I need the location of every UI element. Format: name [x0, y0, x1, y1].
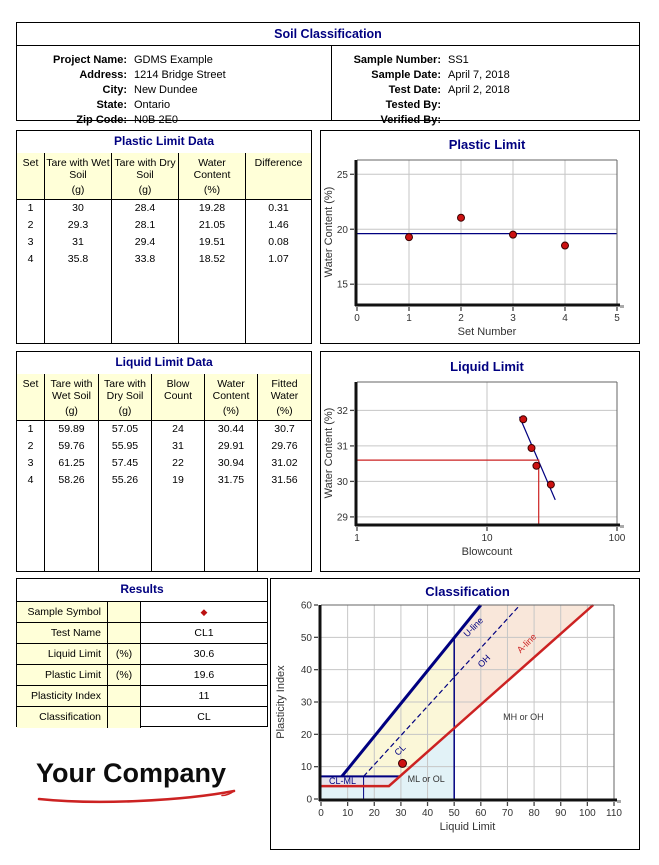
table-cell: 35.8	[67, 253, 89, 265]
column-header-label: Tare with Wet Soil	[46, 157, 110, 181]
y-tick-label: 10	[300, 762, 312, 774]
data-point	[520, 416, 527, 423]
table-cell: 3	[27, 457, 34, 469]
table-cell: 19	[172, 474, 184, 486]
results-unit	[108, 623, 141, 643]
table-cell: 0.31	[268, 202, 289, 214]
table-cell: 29.91	[217, 440, 245, 452]
y-axis-label: Plasticity Index	[275, 665, 287, 739]
table-cell: 2	[27, 440, 34, 452]
column-header	[258, 374, 311, 421]
table-cell: 30.44	[217, 423, 245, 435]
table-cell: 0.08	[268, 236, 289, 248]
info-row	[339, 67, 510, 82]
x-tick-label: 30	[395, 808, 407, 819]
column-header	[152, 374, 204, 421]
table-column	[205, 374, 258, 571]
classification-chart	[270, 578, 640, 850]
zone-label: OH	[475, 652, 493, 670]
table-cell: 55.26	[111, 474, 139, 486]
table-cell: 29.4	[134, 236, 156, 248]
table-cell: 28.1	[134, 219, 156, 231]
liquid-table-columns	[17, 374, 311, 571]
table-cell: 31.75	[217, 474, 245, 486]
data-point	[547, 481, 554, 488]
x-tick-label: 4	[562, 313, 568, 324]
x-tick-label: 1	[406, 313, 412, 324]
column-header	[179, 153, 245, 200]
column-header-unit: (g)	[65, 405, 78, 417]
data-point	[533, 462, 540, 469]
field-value: New Dundee	[134, 83, 198, 96]
column-header-label: Set	[22, 378, 39, 390]
column-header-unit: (g)	[118, 405, 132, 417]
x-tick-label: 10	[342, 808, 354, 819]
x-tick-label: 1	[354, 533, 360, 544]
zone-label: CL-ML	[329, 776, 357, 787]
field-value: 1214 Bridge Street	[134, 68, 226, 81]
table-cell: 31.02	[271, 457, 298, 469]
results-value	[141, 602, 267, 622]
results-label: Liquid Limit	[17, 644, 108, 664]
table-title: Plastic Limit Data	[17, 131, 311, 154]
table-cell: 4	[27, 253, 34, 265]
table-cell: 57.45	[111, 457, 139, 469]
field-value: April 7, 2018	[448, 68, 510, 81]
column-header-label: Blow Count	[163, 378, 193, 402]
y-tick-label: 32	[336, 405, 348, 417]
field-label: Sample Number:	[353, 53, 441, 66]
table-cell: 1	[27, 202, 34, 214]
data-point	[458, 214, 465, 221]
column-header	[45, 153, 111, 200]
x-tick-label: 80	[528, 808, 540, 819]
field-value: April 2, 2018	[448, 83, 510, 96]
table-cell: 4	[27, 474, 34, 486]
table-cell: 1.07	[268, 253, 289, 265]
table-cell: 55.95	[111, 440, 139, 452]
y-tick-label: 40	[300, 665, 312, 677]
results-table	[16, 578, 268, 727]
x-tick-label: 5	[614, 313, 620, 324]
field-label: City:	[102, 83, 127, 96]
results-row	[17, 602, 267, 623]
company-logo-text: Your Company	[36, 758, 227, 788]
field-label: Tested By:	[385, 98, 441, 111]
plastic-limit-chart	[320, 130, 640, 344]
results-value: 11	[198, 690, 210, 702]
column-header	[45, 374, 98, 421]
info-row	[339, 82, 510, 97]
results-value: 19.6	[193, 669, 215, 681]
y-tick-label: 20	[336, 224, 348, 236]
results-row	[17, 707, 267, 728]
x-tick-label: 50	[448, 808, 460, 819]
table-cell: 31.56	[271, 474, 298, 486]
info-row	[25, 82, 226, 97]
table-cell: 3	[27, 236, 34, 248]
liquid-limit-plot	[321, 352, 639, 571]
column-header-label: Fitted Water	[270, 378, 299, 402]
classification-plot	[271, 579, 639, 849]
plastic-limit-plot	[321, 131, 639, 343]
table-cell: 1.46	[268, 219, 289, 231]
x-tick-label: 100	[608, 533, 626, 544]
y-axis-label: Water Content (%)	[323, 186, 335, 278]
column-header-unit: (%)	[276, 405, 293, 417]
x-tick-label: 60	[475, 808, 487, 819]
data-point	[510, 231, 517, 238]
info-row	[25, 112, 226, 127]
table-cell: 30.94	[217, 457, 245, 469]
column-header-label: Difference	[254, 157, 303, 169]
field-value: N0B 2E0	[134, 113, 179, 126]
project-info-right	[339, 52, 510, 127]
y-tick-label: 0	[306, 794, 312, 806]
classification-chart-canvas	[271, 579, 639, 849]
results-unit	[108, 707, 141, 728]
logo-underline-swoosh-icon	[36, 789, 246, 805]
column-header-label: Water Content	[212, 378, 250, 402]
liquid-limit-data-table	[16, 351, 312, 572]
data-point	[406, 234, 413, 241]
table-cell: 30.7	[274, 423, 295, 435]
field-label: State:	[96, 98, 127, 111]
table-cell: 28.4	[134, 202, 156, 214]
table-cell: 19.28	[198, 202, 226, 214]
project-info-panel	[16, 45, 640, 126]
results-row	[17, 623, 267, 644]
y-tick-label: 15	[336, 279, 348, 291]
info-row	[25, 67, 226, 82]
x-axis-label: Blowcount	[461, 546, 513, 558]
chart-title: Plastic Limit	[448, 137, 526, 152]
table-cell: 31	[172, 440, 184, 452]
table-cell: 22	[172, 457, 184, 469]
results-value: CL1	[194, 627, 214, 639]
table-cell: 21.05	[198, 219, 226, 231]
table-column	[45, 153, 112, 343]
table-title: Liquid Limit Data	[17, 352, 311, 375]
results-value: CL	[197, 711, 211, 723]
table-cell: 59.76	[58, 440, 85, 452]
zone-label: MH or OH	[503, 711, 544, 722]
x-tick-label: 40	[421, 808, 434, 819]
sample-symbol-icon: ◆	[200, 607, 208, 617]
table-column	[17, 374, 45, 571]
report-title: Soil Classification	[16, 22, 640, 46]
table-cell: 19.51	[198, 236, 226, 248]
results-label: Plasticity Index	[17, 686, 108, 706]
column-header	[112, 153, 178, 200]
info-row	[339, 52, 510, 67]
chart-title: Classification	[425, 584, 510, 599]
column-header-label: Set	[22, 157, 39, 169]
table-cell: 61.25	[58, 457, 85, 469]
results-unit: (%)	[108, 644, 141, 664]
x-tick-label: 70	[501, 808, 514, 819]
info-row	[339, 112, 510, 127]
x-tick-label: 20	[368, 808, 380, 819]
results-rows	[17, 602, 267, 728]
results-label: Sample Symbol	[17, 602, 108, 622]
column-header-label: Water Content	[193, 157, 231, 181]
table-cell: 57.05	[111, 423, 139, 435]
zone-label: CL	[392, 742, 408, 758]
results-label: Classification	[17, 707, 108, 728]
table-cell: 30	[72, 202, 84, 214]
y-tick-label: 30	[336, 476, 348, 488]
results-row	[17, 665, 267, 686]
results-unit: (%)	[108, 665, 141, 685]
field-label: Project Name:	[53, 53, 127, 66]
y-tick-label: 31	[336, 441, 348, 453]
table-column	[258, 374, 311, 571]
column-header-unit: (%)	[222, 405, 240, 417]
y-tick-label: 20	[300, 729, 312, 741]
field-label: Address:	[79, 68, 127, 81]
column-header-label: Tare with Wet Soil	[50, 378, 93, 402]
field-label: Verified By:	[380, 113, 441, 126]
results-label: Plastic Limit	[17, 665, 108, 685]
sample-point	[399, 759, 407, 767]
column-header	[17, 153, 44, 200]
table-column	[246, 153, 311, 343]
table-cell: 31	[72, 236, 84, 248]
table-column	[112, 153, 179, 343]
table-cell: 58.26	[58, 474, 85, 486]
column-header-unit: (%)	[203, 184, 221, 196]
company-logo	[36, 758, 256, 805]
x-tick-label: 100	[579, 808, 596, 819]
results-value: 30.6	[193, 648, 215, 660]
column-header	[246, 153, 311, 200]
field-label: Test Date:	[388, 83, 441, 96]
table-column	[99, 374, 152, 571]
table-column	[152, 374, 205, 571]
x-axis-label: Set Number	[457, 326, 517, 338]
results-row	[17, 686, 267, 707]
data-point	[528, 445, 535, 452]
liquid-limit-chart	[320, 351, 640, 572]
liquid-limit-chart-canvas	[321, 352, 639, 571]
field-value: GDMS Example	[134, 53, 213, 66]
table-cell: 29.76	[271, 440, 298, 452]
x-axis-label: Liquid Limit	[439, 821, 496, 833]
column-header	[205, 374, 257, 421]
table-column	[179, 153, 246, 343]
info-row	[25, 97, 226, 112]
x-tick-label: 110	[606, 808, 622, 819]
column-header	[99, 374, 151, 421]
y-tick-label: 50	[300, 632, 312, 644]
table-cell: 24	[172, 423, 184, 435]
chart-title: Liquid Limit	[450, 359, 524, 374]
table-cell: 59.89	[58, 423, 85, 435]
x-tick-label: 2	[458, 313, 464, 324]
table-title: Results	[17, 579, 267, 602]
table-cell: 29.3	[67, 219, 89, 231]
project-info-left	[25, 52, 226, 127]
table-column	[45, 374, 99, 571]
plastic-table-columns	[17, 153, 311, 343]
field-label: Zip Code:	[76, 113, 127, 126]
x-tick-label: 3	[510, 313, 516, 324]
results-row	[17, 644, 267, 665]
column-header-unit: (g)	[71, 184, 85, 196]
zone-label: A-line	[515, 631, 539, 655]
zone-label: U-line	[461, 615, 486, 640]
info-divider	[331, 46, 332, 120]
plastic-limit-chart-canvas	[321, 131, 639, 343]
table-cell: 1	[27, 423, 34, 435]
field-value: SS1	[448, 53, 469, 66]
x-tick-label: 90	[555, 808, 567, 819]
x-tick-label: 0	[354, 313, 360, 324]
zone-label: ML or OL	[407, 774, 445, 785]
info-row	[339, 97, 510, 112]
data-point	[562, 242, 569, 249]
table-cell: 2	[27, 219, 34, 231]
field-label: Sample Date:	[371, 68, 441, 81]
column-header	[17, 374, 44, 421]
y-tick-label: 60	[300, 600, 312, 612]
x-tick-label: 10	[481, 533, 493, 544]
table-column	[17, 153, 45, 343]
y-tick-label: 29	[336, 512, 348, 524]
info-row	[25, 52, 226, 67]
results-unit	[108, 686, 141, 706]
x-tick-label: 0	[318, 808, 324, 819]
results-unit	[108, 602, 141, 622]
results-label: Test Name	[17, 623, 108, 643]
table-cell: 18.52	[198, 253, 226, 265]
column-header-unit: (g)	[138, 184, 152, 196]
plastic-limit-data-table	[16, 130, 312, 344]
y-axis-label: Water Content (%)	[323, 407, 335, 499]
column-header-label: Tare with Dry Soil	[103, 378, 146, 402]
column-header-label: Tare with Dry Soil	[114, 157, 176, 181]
y-tick-label: 25	[336, 169, 348, 181]
y-tick-label: 30	[300, 697, 312, 709]
table-cell: 33.8	[134, 253, 156, 265]
plot-area	[357, 160, 617, 304]
field-value: Ontario	[134, 98, 171, 111]
